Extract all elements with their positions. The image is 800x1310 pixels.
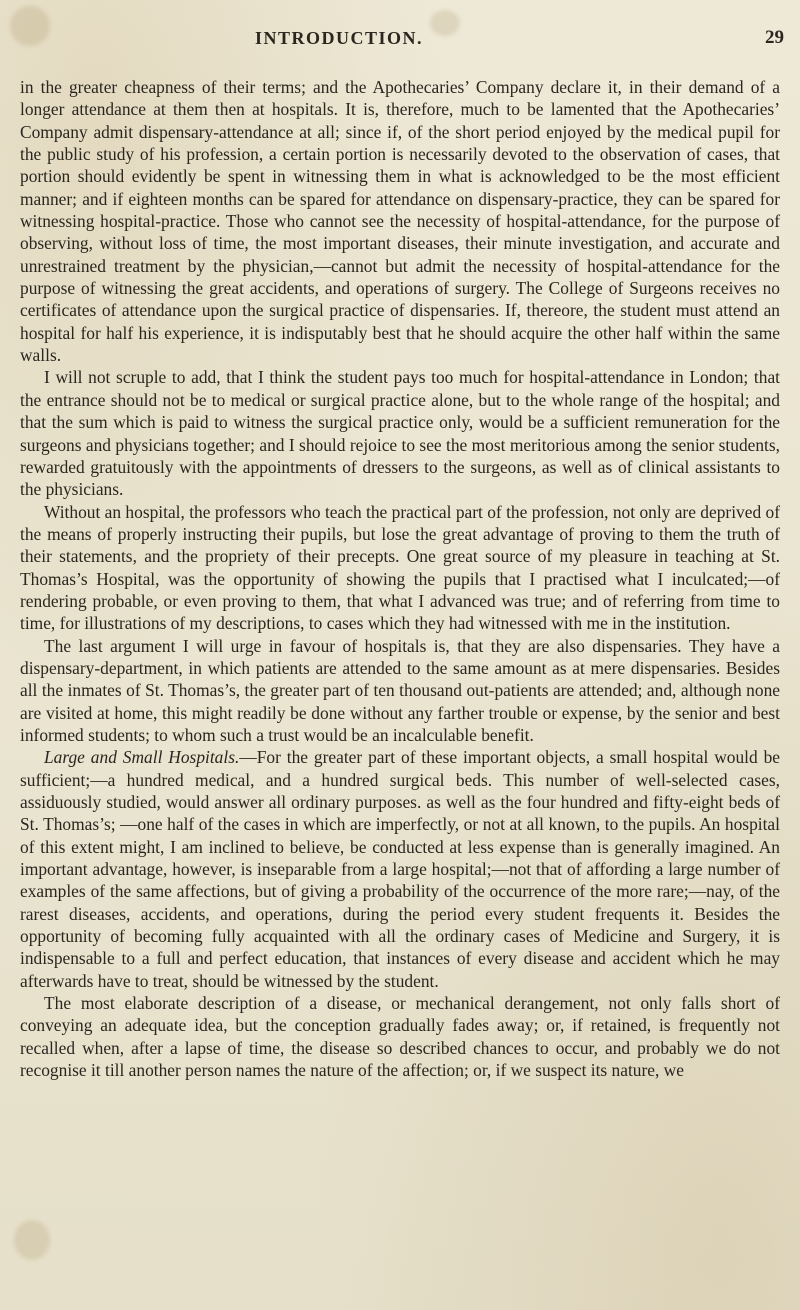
page-number: 29 [765, 27, 784, 48]
paragraph-text: —For the greater part of these important objects, a small hospital would be sufficient;—a hundred medical, and a hundred surgical beds. This number of well-selected cases, assiduously studied, would answer all ordinary purposes. as well as the four hundred and fifty-eight beds of St. Thomas’s; —one half of the cases in which are imperfectly, or not at all known, to the pupils. An hospital of this extent might, I am inclined to believe, be conducted at less expense than is generally imagined. An important advantage, however, is inseparable from a large hospital;—not that of affording a large number of examples of the same affections, but of giving a probability of the occurrence of the more rare;—nay, of the rarest diseases, accidents, and operations, during the period every student frequents it. Besides the opportunity of becoming fully acquainted with all the ordinary cases of Medicine and Surgery, it is indispensable to a full and perfect education, that instances of every disease and accident which he may afterwards have to treat, should be witnessed by the student. [20, 747, 780, 991]
page-header [0, 22, 800, 52]
section-heading: Large and Small Hospitals. [44, 747, 240, 768]
paragraph [20, 992, 780, 1081]
paragraph-text: Without an hospital, the professors who teach the practical part of the profession, not only are deprived of the means of properly instructing their pupils, but lose the great advantage of proving to them the truth of their statements, and the propriety of their precepts. One great source of my pleasure in teaching at St. Thomas’s Hospital, was the opportunity of showing the pupils that I practised what I inculcated;—of rendering probable, or even proving to them, that what I advanced was true; and of referring from time to time, for illustrations of my descriptions, to cases which they had witnessed with me in the institution. [20, 501, 780, 634]
running-head: INTRODUCTION. [255, 28, 424, 48]
paragraph-text: The most elaborate description of a disease, or mechanical derangement, not only falls short of conveying an adequate idea, but the conception gradually fades away; or, if retained, is frequently not recalled when, after a lapse of time, the disease so described chances to occur, and probably we do not recognise it till another person names the nature of the affection; or, if we suspect its nature, we [20, 993, 780, 1081]
paragraph-text: in the greater cheapness of their terms; and the Apothecaries’ Company declare it, in their demand of a longer attendance at them then at hospitals. It is, therefore, much to be lamented that the Apothecaries’ Company admit dispensary-attendance at all; since if, of the short period enjoyed by the medical pupil for the public study of his profession, a certain portion is necessarily devoted to the observation of cases, that portion should evidently be spent in witnessing them in what is acknowledged to be the most efficient manner; and if eighteen months can be spared for attendance on dispensary-practice, they can be spared for witnessing hospital-practice. Those who cannot see the necessity of hospital-attendance, for the purpose of observing, without loss of time, the most important diseases, their minute investigation, and accurate and unrestrained treatment by the physician,—cannot but admit the necessity of hospital-attendance for the purpose of witnessing the great accidents, and operations of surgery. The College of Surgeons receives no certificates of attendance upon the surgical practice of dispensaries. If, thereore, the student must attend an hospital for half his experience, it is indisputably best that he should acquire the other half within the same walls. [20, 77, 780, 366]
paragraph-text: The last argument I will urge in favour of hospitals is, that they are also dispensaries. They have a dispensary-department, in which patients are attended to the same amount as at mere dispensaries. Besides all the inmates of St. Thomas’s, the greater part of ten thousand out-patients are attended; and, although none are visited at home, this might readily be done without any farther trouble or expense, by the senior and best informed students; to whom such a trust would be an incalculable benefit. [20, 635, 780, 745]
paper-stain [14, 1220, 50, 1260]
body-text [20, 76, 780, 1081]
paragraph [20, 746, 780, 992]
paragraph [20, 366, 780, 500]
paragraph [20, 76, 780, 366]
paragraph [20, 501, 780, 635]
paragraph-text: I will not scruple to add, that I think the student pays too much for hospital-attendance in London; that the entrance should not be to medical or surgical practice alone, but to the whole range of the hospital; and that the sum which is paid to witness the surgical practice only, would be a sufficient remuneration for the surgeons and physicians together; and I should rejoice to see the most meritorious among the senior students, rewarded gratuitously with the appointments of dressers to the surgeons, as well as of clinical assistants to the physicians. [20, 367, 780, 500]
paragraph [20, 635, 780, 747]
